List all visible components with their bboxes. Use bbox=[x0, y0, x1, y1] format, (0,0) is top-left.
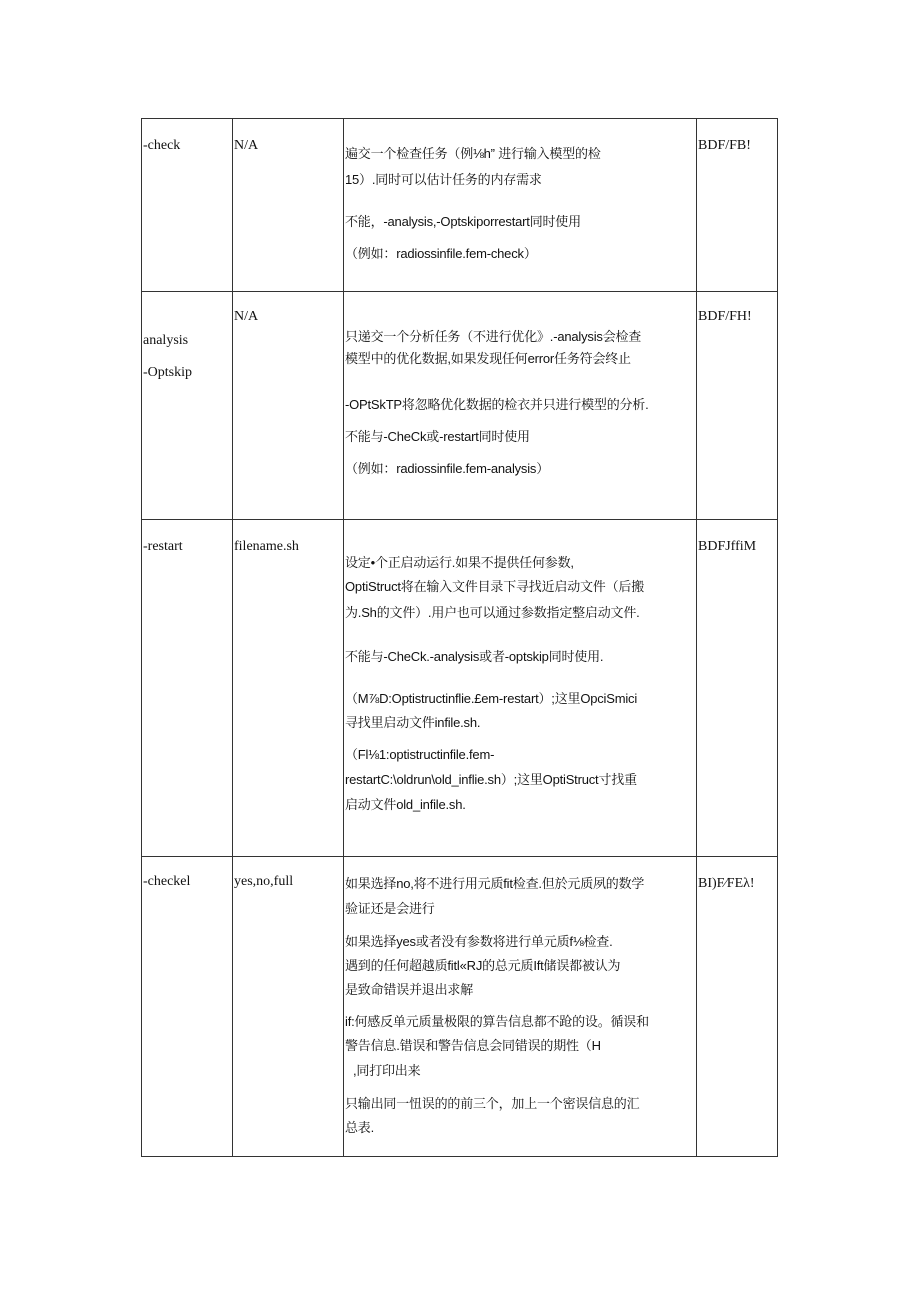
description-line: ,同打印出来 bbox=[353, 1063, 421, 1078]
description-line: 总表. bbox=[345, 1120, 375, 1135]
description-line: if:何感反单元质量极限的算告信息都不跄的设。循误和 bbox=[345, 1014, 649, 1029]
table-row-analysis bbox=[142, 292, 778, 520]
option-cell bbox=[142, 520, 233, 857]
argument-value: N/A bbox=[234, 138, 259, 153]
option-name: -restart bbox=[143, 539, 183, 554]
description-line: 只输出同一忸误的的前三个，加上一个密误信息的汇 bbox=[345, 1096, 640, 1111]
argument-cell bbox=[233, 292, 344, 520]
description-cell bbox=[344, 520, 697, 857]
option-name: -checkel bbox=[143, 874, 191, 889]
table-row-restart bbox=[142, 520, 778, 857]
argument-cell bbox=[233, 119, 344, 292]
argument-value: yes,no,full bbox=[234, 874, 294, 889]
options-table bbox=[141, 118, 778, 1157]
solver-cell bbox=[697, 119, 778, 292]
description-line: （M⅞D:Optistructinflie.£em-restart）;这里OpciSmici bbox=[345, 691, 638, 706]
description-line: 验证还是会进行 bbox=[345, 901, 435, 916]
solver-code: BI)F∕FEλ! bbox=[698, 876, 755, 891]
description-line: 不能与-CheCk或-restart同时使用 bbox=[345, 429, 530, 444]
description-line: （例如：radiossinfile.fem-check） bbox=[345, 246, 537, 261]
description-cell bbox=[344, 857, 697, 1157]
description-line: 警告信息.错误和警告信息会同错误的期性（H bbox=[345, 1038, 601, 1053]
argument-cell bbox=[233, 857, 344, 1157]
option-cell bbox=[142, 292, 233, 520]
option-cell bbox=[142, 857, 233, 1157]
option-name: -check bbox=[143, 138, 181, 153]
argument-cell bbox=[233, 520, 344, 857]
options-table-page bbox=[141, 118, 777, 1156]
description-line: 遇到的任何超越质fitl«RJ的总元质Ift储误都被认为 bbox=[345, 958, 621, 973]
argument-value: N/A bbox=[234, 309, 259, 324]
description-line: 遍交一个检查任务（例⅛h” 进行输入模型的检 bbox=[345, 146, 601, 161]
solver-code: BDF/FH! bbox=[698, 309, 752, 324]
option-name: -Optskip bbox=[143, 365, 192, 380]
option-name: analysis bbox=[143, 333, 189, 348]
description-line: -OPtSkTP将忽略优化数据的检衣并只进行模型的分析. bbox=[345, 397, 649, 412]
description-line: 是致命错误并退出求解 bbox=[345, 982, 474, 997]
option-cell bbox=[142, 119, 233, 292]
description-line: restartC:\oldrun\old_inflie.sh）;这里OptiStruct寸找重 bbox=[345, 772, 637, 787]
description-line: 如果选择yes或者没有参数将进行单元质f⅛检查. bbox=[345, 934, 613, 949]
description-cell bbox=[344, 119, 697, 292]
description-line: （Fl⅛1:optistructinfile.fem- bbox=[345, 747, 495, 762]
description-line: 15）.同时可以估计任务的内存需求 bbox=[345, 172, 542, 187]
table-row-check bbox=[142, 119, 778, 292]
description-line: 寻找里启动文件infile.sh. bbox=[345, 715, 481, 730]
table-row-checkel bbox=[142, 857, 778, 1157]
description-line: 为.Sh的文件）.用户也可以通过参数指定整启动文件. bbox=[345, 605, 640, 620]
description-line: （例如：radiossinfile.fem-analysis） bbox=[345, 461, 550, 476]
description-line: 只递交一个分析任务（不进行优化》.-analysis会检查 bbox=[345, 329, 642, 344]
description-line: 模型中的优化数据,如果发现任何error任务符会终止 bbox=[345, 351, 631, 366]
description-line: 不能，-analysis,-Optskiporrestart同时使用 bbox=[345, 214, 581, 229]
argument-value: filename.sh bbox=[234, 539, 299, 554]
solver-cell bbox=[697, 857, 778, 1157]
description-line: 启动文件old_infile.sh. bbox=[345, 797, 466, 812]
description-line: 设定•个正启动运行.如果不提供任何参数, bbox=[345, 555, 574, 570]
solver-cell bbox=[697, 520, 778, 857]
solver-cell bbox=[697, 292, 778, 520]
description-cell bbox=[344, 292, 697, 520]
solver-code: BDF/FB! bbox=[698, 138, 751, 153]
description-line: OptiStruct将在输入文件目录下寻找近启动文件（后搬 bbox=[345, 579, 644, 594]
solver-code: BDFJffiM bbox=[698, 539, 757, 554]
description-line: 如果选择no,将不进行用元质fit检查.但於元质夙的数学 bbox=[345, 876, 645, 891]
description-line: 不能与-CheCk.-analysis或者-optskip同时使用. bbox=[345, 649, 604, 664]
